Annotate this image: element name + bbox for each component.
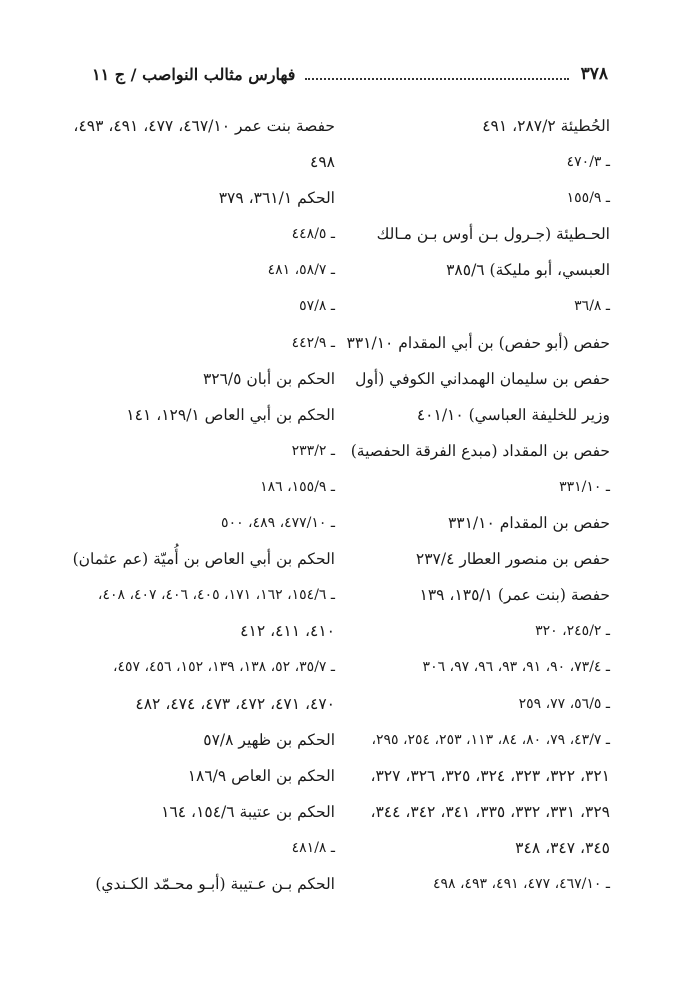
index-column-left — [72, 108, 335, 902]
index-entry-line: ـ ٣٦/٨ — [574, 298, 610, 315]
index-entry-line: حفصة بنت عمر ٤٦٧/١٠، ٤٧٧، ٤٩١، ٤٩٣، — [73, 117, 335, 135]
index-entry-line: ٤٧٠، ٤٧١، ٤٧٢، ٤٧٣، ٤٧٤، ٤٨٢ — [135, 694, 335, 713]
index-entry-line: الحكم بن أبان ٣٢٦/٥ — [202, 369, 335, 388]
index-entry-line: ـ ٣٥/٧، ٥٢، ١٣٨، ١٣٩، ١٥٢، ٤٥٦، ٤٥٧، — [112, 659, 335, 676]
index-entry-line: ـ ٢٣٣/٢ — [291, 442, 335, 459]
index-entry-line: ـ ٥٨/٧، ٤٨١ — [267, 262, 335, 279]
index-entry-line: الحـطيئة (جـرول بـن أوس بـن مـالك — [376, 225, 610, 244]
index-entry-line: حفص بن المقداد (مبدع الفرقة الحفصية) — [350, 441, 610, 460]
index-entry-line: حفص بن سليمان الهمداني الكوفي (أول — [355, 369, 610, 388]
index-entry-line: ـ ٤٤٨/٥ — [291, 226, 335, 243]
index-entry-line: الحكم بـن عـتيبة (أبـو محـمّد الكـندي) — [95, 874, 335, 893]
running-header — [92, 60, 608, 88]
index-entry-line: ٤١٠، ٤١١، ٤١٢ — [240, 622, 335, 641]
index-entry-line: الحكم بن أبي العاص بن أُميّة (عم عثمان) — [72, 550, 335, 569]
index-entry-line: ـ ١٥٤/٦، ١٦٢، ١٧١، ٤٠٥، ٤٠٦، ٤٠٧، ٤٠٨، — [97, 587, 335, 604]
index-entry-line: ـ ٥٦/٥، ٧٧، ٢٥٩ — [518, 695, 610, 712]
index-entry-line: الحكم بن أبي العاص ١٢٩/١، ١٤١ — [126, 405, 335, 424]
index-entry-line: ـ ٤٦٧/١٠، ٤٧٧، ٤٩١، ٤٩٣، ٤٩٨ — [432, 875, 610, 892]
index-entry-line: الحكم بن عتيبة ١٥٤/٦، ١٦٤ — [161, 802, 335, 821]
index-entry-line: ٤٩٨ — [310, 153, 335, 172]
index-entry-line: ـ ٢٤٥/٢، ٣٢٠ — [535, 623, 610, 640]
index-entry-line: الحُطيئة ٢٨٧/٢، ٤٩١ — [482, 117, 610, 135]
index-entry-line: ٣٢٩، ٣٣١، ٣٣٢، ٣٣٥، ٣٤١، ٣٤٢، ٣٤٤، — [370, 802, 610, 821]
index-entry-line: ٣٤٥، ٣٤٧، ٣٤٨ — [515, 838, 610, 857]
index-entry-line: حفص بن منصور العطار ٢٣٧/٤ — [415, 550, 610, 569]
index-entry-line: ـ ٤٨١/٨ — [291, 839, 335, 856]
index-entry-line: ـ ٣٣١/١٠ — [559, 478, 610, 495]
index-entry-line: ـ ٧٣/٤، ٩٠، ٩١، ٩٣، ٩٦، ٩٧، ٣٠٦ — [422, 659, 610, 676]
index-entry-line: ـ ٤٧٧/١٠، ٤٨٩، ٥٠٠ — [221, 515, 335, 532]
header-title: فهارس مثالب النواصب / ج ١١ — [92, 64, 296, 84]
index-entry-line: الحكم بن ظهير ٥٧/٨ — [203, 730, 335, 749]
index-column-right — [346, 108, 610, 902]
index-entry-line: وزير للخليفة العباسي) ٤٠١/١٠ — [416, 405, 610, 424]
index-entry-line: ٣٢١، ٣٢٢، ٣٢٣، ٣٢٤، ٣٢٥، ٣٢٦، ٣٢٧، — [370, 766, 610, 785]
index-entry-line: الحكم بن العاص ١٨٦/٩ — [187, 766, 335, 785]
index-entry-line: ـ ٤٣/٧، ٧٩، ٨٠، ٨٤، ١١٣، ٢٥٣، ٢٥٤، ٢٩٥، — [371, 731, 610, 748]
leader-dots — [305, 78, 568, 80]
index-entry-line: الحكم ٣٦١/١، ٣٧٩ — [218, 189, 335, 208]
index-entry-line: ـ ٤٧٠/٣ — [566, 154, 610, 171]
index-entry-line: حفص (أبو حفص) بن أبي المقدام ٣٣١/١٠ — [346, 333, 610, 352]
index-entry-line: حفص بن المقدام ٣٣١/١٠ — [447, 514, 610, 533]
index-entry-line: العبسي، أبو مليكة) ٣٨٥/٦ — [446, 261, 610, 280]
page-number: ٣٧٨ — [580, 64, 608, 84]
index-entry-line: ـ ١٥٥/٩، ١٨٦ — [260, 478, 335, 495]
index-entry-line: ـ ٥٧/٨ — [299, 298, 335, 315]
index-entry-line: ـ ١٥٥/٩ — [566, 190, 610, 207]
index-entry-line: حفصة (بنت عمر) ١٣٥/١، ١٣٩ — [419, 586, 610, 605]
index-entry-line: ـ ٤٤٢/٩ — [291, 334, 335, 351]
